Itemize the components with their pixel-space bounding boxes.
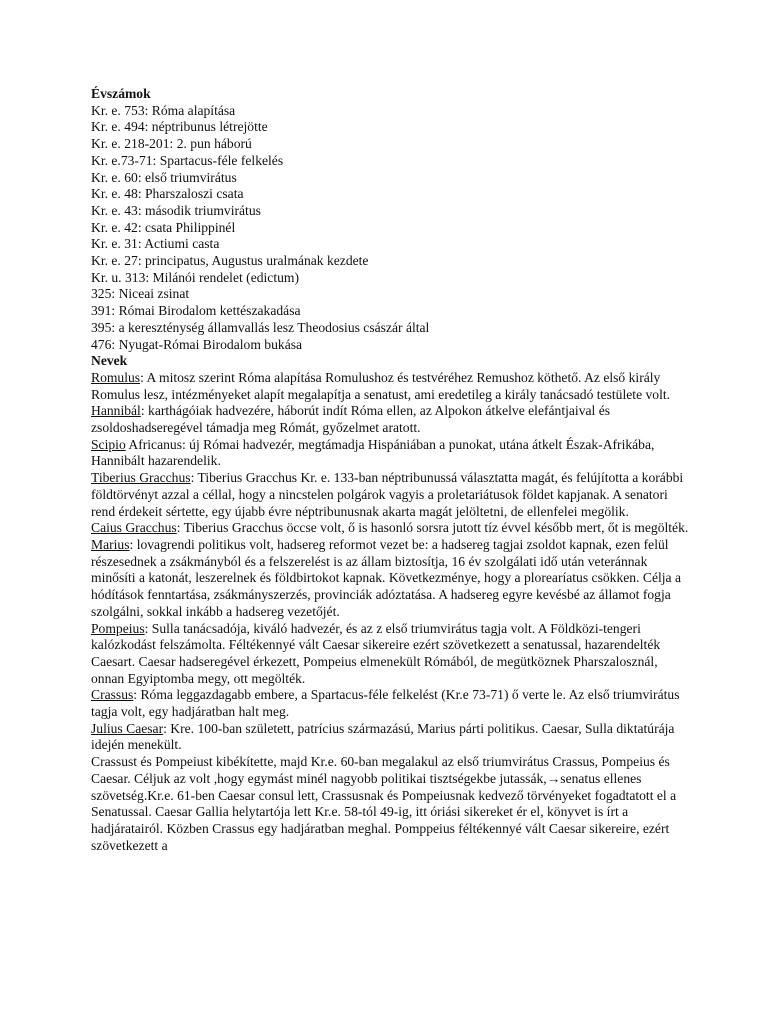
name-description: : lovagrendi politikus volt, hadsereg reformot vezet be: a hadsereg tagjai zsoldot kapnak, ezen felül részesednek a zsákmányból és a felszerelést is az állam biztosítja, 16 év szolgálati idő után veteránnak minősíti a katonát, leszerelnek és földbirtokot kapnak. Következménye, hogy a plorearíatus csökken. Célja a hódítások fenntartása, zsákmányszerzés, provinciák adóztatása. A hadsereg egyre kevésbé az államot fogja szolgálni, sokkal inkább a hadsereg vezetőjét.	[91, 536, 682, 619]
name-label: Crassus	[91, 687, 134, 703]
name-description: : karthágóiak hadvezére, háborút indít Róma ellen, az Alpokon átkelve elefántjaival és zsoldoshadseregével támadja meg Rómát, győzelmet aratott.	[91, 403, 611, 436]
date-item: 391: Római Birodalom kettészakadása	[91, 303, 301, 319]
name-label: Tiberius Gracchus	[91, 470, 191, 486]
name-description: : Róma leggazdagabb embere, a Spartacus-féle felkelést (Kr.e 73-71) ő verte le. Az első triumvirátus tagja volt, egy hadjáratban halt meg.	[91, 687, 680, 720]
names-list	[91, 370, 691, 854]
name-entry-marius	[91, 537, 691, 621]
arrow-right-icon: →	[546, 770, 561, 786]
name-label: Julius Caesar	[91, 720, 164, 736]
date-item: Kr. e. 60: első triumvirátus	[91, 169, 237, 185]
caesar-text-part1: Crassust és Pompeiust kibékítette, majd Kr.e. 60-ban megalakul az első triumvirátus Crassus, Pompeius és Caesar. Céljuk az volt ,hogy egymást minél nagyobb politikai tisztségekbe jutassák,	[91, 754, 670, 786]
dates-list	[91, 103, 691, 354]
name-description: : A mitosz szerint Róma alapítása Romulushoz és testvéréhez Remushoz köthető. Az első király Romulus lesz, intézményeket alapít megalapítja a senatust, ami eredetileg a király tanácsadó testülete volt.	[91, 369, 671, 402]
date-item: 476: Nyugat-Római Birodalom bukása	[91, 336, 303, 352]
document-page	[91, 86, 691, 854]
date-item: Kr. e. 218-201: 2. pun háború	[91, 136, 252, 152]
name-entry-romulus	[91, 370, 691, 403]
date-item: Kr. e. 48: Pharszaloszi csata	[91, 186, 244, 202]
name-entry-julius-caesar	[91, 721, 691, 754]
name-entry-pompeius	[91, 621, 691, 688]
date-item: 395: a kereszténység államvallás lesz Theodosius császár által	[91, 319, 430, 335]
date-item: 325: Niceai zsinat	[91, 286, 190, 302]
date-item: Kr. e. 494: néptribunus létrejötte	[91, 119, 268, 135]
name-entry-hannibal	[91, 403, 691, 436]
dates-heading: Évszámok	[91, 86, 151, 101]
name-label: Hannibál	[91, 403, 141, 419]
name-label: Scipio	[91, 436, 126, 452]
date-item: Kr. u. 313: Milánói rendelet (edictum)	[91, 269, 300, 285]
date-item: Kr. e. 31: Actiumi casta	[91, 236, 220, 252]
name-label: Pompeius	[91, 620, 145, 636]
date-item: Kr. e.73-71: Spartacus-féle felkelés	[91, 152, 284, 168]
name-entry-crassus	[91, 687, 691, 720]
date-item: Kr. e. 753: Róma alapítása	[91, 102, 236, 118]
date-item: Kr. e. 43: második triumvirátus	[91, 202, 261, 218]
name-description: : Kre. 100-ban született, patrícius származású, Marius párti politikus. Caesar, Sulla diktatúrája idején menekült.	[91, 720, 675, 753]
name-entry-scipio	[91, 437, 691, 470]
name-entry-tiberius-gracchus	[91, 470, 691, 520]
name-entry-caius-gracchus	[91, 520, 691, 537]
names-heading: Nevek	[91, 353, 128, 369]
date-item: Kr. e. 27: principatus, Augustus uralmának kezdete	[91, 253, 369, 269]
name-description: Africanus: új Római hadvezér, megtámadja Hispániában a punokat, utána átkelt Észak-Afrikába, Hannibált hazarendelik.	[91, 436, 655, 469]
name-description: : Sulla tanácsadója, kiváló hadvezér, és az z első triumvirátus tagja volt. A Földközi-tengeri kalózkodást felszámolta. Féltékennyé vált Caesar sikereire ezért szövetkezett a senatussal, hazarendelték Caesart. Caesar hadseregével érkezett, Pompeius elmenekült Rómából, de megütköznek Pharszalosznál, onnan Egyiptomba megy, ott megölték.	[91, 620, 661, 686]
name-description: : Tiberius Gracchus öccse volt, ő is hasonló sorsra jutott tíz évvel később mert, őt is megölték.	[176, 520, 689, 536]
name-description: : Tiberius Gracchus Kr. e. 133-ban néptribunussá választatta magát, és felújította a korábbi földtörvényt azzal a céllal, hogy a nincstelen polgárok vagyis a proletariátusok földet kapjanak. A senatori rend érdekeit sértette, egy újabb évre néptribunusnak akarta magát jelöltetni, de ellenfelei megölik.	[91, 470, 684, 519]
caesar-continuation	[91, 754, 691, 854]
date-item: Kr. e. 42: csata Philippinél	[91, 219, 236, 235]
caesar-text-part2: senatus ellenes szövetség.Kr.e. 61-ben Caesar consul lett, Crassusnak és Pompeiusnak kedvező törvényeket fogadtatott el a Senatussal. Caesar Gallia helytartója lett Kr.e. 58-tól 49-ig, itt óriási sikereket ér el, könyvet is írt a hadjáratairól. Közben Crassus egy hadjáratban meghal. Pomppeius féltékennyé vált Caesar sikereire, ezért szövetkezett a	[91, 770, 677, 853]
name-label: Marius	[91, 536, 130, 552]
name-label: Caius Gracchus	[91, 520, 177, 536]
name-label: Romulus	[91, 369, 141, 385]
